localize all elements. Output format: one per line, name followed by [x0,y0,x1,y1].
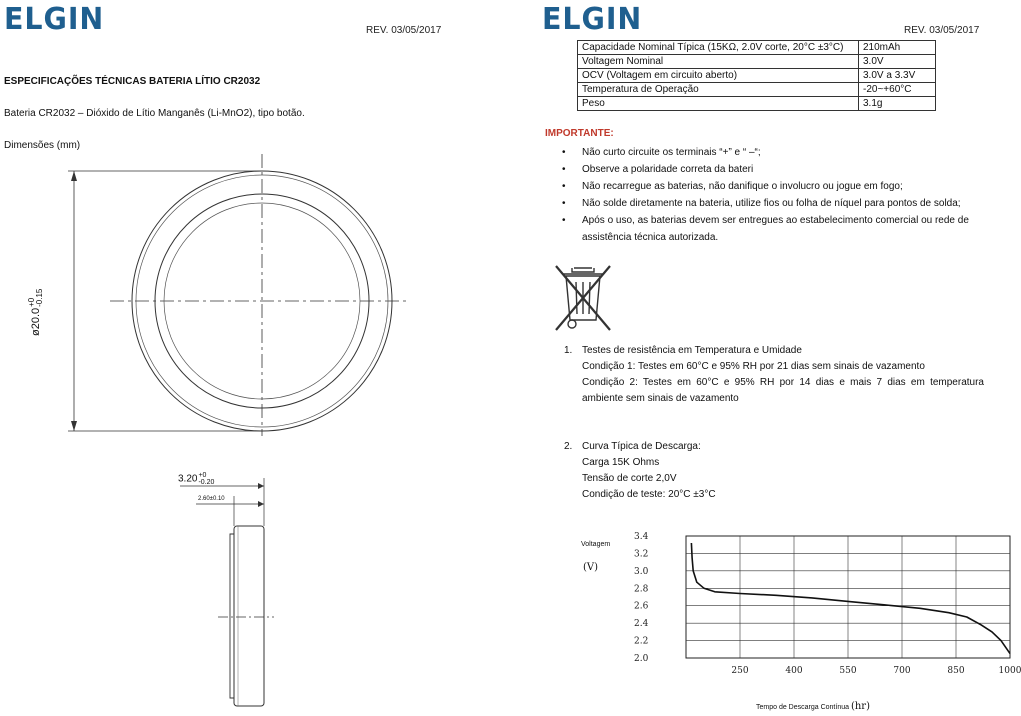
battery-side-view-drawing [170,470,280,716]
list-item: • Não curto circuite os terminais “+” e “ –“; [562,147,761,158]
spec-value: 3.1g [859,97,936,111]
discharge-load: Carga 15K Ohms [582,457,660,468]
table-row [578,83,936,97]
section-1-number: 1. [564,345,573,356]
chart-y-tick-label: 2.0 [634,654,649,664]
warnings-list [560,144,1000,246]
chart-x-tick-label: 400 [785,666,803,676]
chart-x-tick-label: 1000 [998,666,1021,676]
section-2-number: 2. [564,441,573,452]
diameter-tol-upper: +0 [27,297,36,307]
table-row [578,41,936,55]
elgin-logo-left: ELGIN [4,2,105,37]
thickness-dimension-label [178,472,214,486]
chart-y-tick-label: 2.2 [634,636,649,647]
chart-x-label-wrap [756,701,870,712]
chart-y-tick-label: 2.8 [634,584,649,595]
dimensions-label: Dimensões (mm) [4,140,81,151]
chart-x-tick-label: 700 [893,666,911,676]
thickness-tol-lower: -0.20 [198,479,215,486]
spec-value: 3.0V a 3.3V [859,69,936,83]
section-1-condition-2: Condição 2: Testes em 60°C e 95% RH por 14 dias e mais 7 dias em temperatura [582,377,984,388]
list-item: • Não solde diretamente na bateria, utilize fios ou folha de níquel para pontos de solda; [562,198,961,209]
list-item: • Observe a polaridade correta da bateri [562,164,754,175]
chart-y-tick-label: 2.6 [634,601,649,612]
elgin-logo-right: ELGIN [542,2,643,37]
specifications-table [577,40,936,111]
chart-x-label: Tempo de Descarga Contínua [756,704,849,711]
chart-y-tick-label: 2.4 [634,619,649,630]
thickness-tol-upper: +0 [198,472,207,479]
diameter-value: ø20.0 [29,307,42,336]
spec-param: Capacidade Nominal Típica (15KΩ, 2.0V corte, 20°C ±3°C) [578,41,859,55]
chart-series-line [691,543,1010,654]
spec-param: Temperatura de Operação [578,83,859,97]
diameter-dimension-label [28,289,44,336]
chart-y-label: Voltagem [581,541,611,548]
thickness-value: 3.20 [178,473,198,485]
section-2-heading: Curva Típica de Descarga: [582,441,701,452]
spec-param: OCV (Voltagem em circuito aberto) [578,69,859,83]
important-heading: IMPORTANTE: [545,128,614,139]
diameter-tol-lower: -0.15 [35,288,44,307]
table-row [578,55,936,69]
spec-param: Voltagem Nominal [578,55,859,69]
wheelie-bin-disposal-icon [552,262,614,336]
inner-thickness-label: 2.60±0.10 [198,496,225,502]
list-item: • Após o uso, as baterias devem ser entregues ao estabelecimento comercial ou rede de assistência técnica autorizada. [562,215,969,243]
chart-y-tick-label: 3.4 [634,532,649,542]
discharge-curve-chart [600,522,1021,680]
spec-value: 3.0V [859,55,936,69]
revision-date-left: REV. 03/05/2017 [366,25,442,36]
revision-date-right: REV. 03/05/2017 [904,25,980,36]
chart-x-tick-label: 250 [731,666,749,676]
discharge-condition: Condição de teste: 20°C ±3°C [582,489,716,500]
list-item: • Não recarregue as baterias, não danifique o involucro ou jogue em fogo; [562,181,903,192]
chart-x-tick-label: 850 [947,666,965,676]
chart-x-unit: (hr) [850,701,870,712]
spec-value: -20~+60°C [859,83,936,97]
battery-top-view-drawing [50,150,410,440]
chart-x-tick-label: 550 [839,666,857,676]
chart-y-tick-label: 3.2 [634,549,649,560]
section-1-condition-1: Condição 1: Testes em 60°C e 95% RH por 21 dias sem sinais de vazamento [582,361,925,372]
discharge-cutoff: Tensão de corte 2,0V [582,473,677,484]
chart-y-unit: (V) [583,562,599,573]
document-title: ESPECIFICAÇÕES TÉCNICAS BATERIA LÍTIO CR2032 [4,76,261,87]
battery-description: Bateria CR2032 – Dióxido de Lítio Manganês (Li-MnO2), tipo botão. [4,108,305,119]
warning-continuation: assistência técnica autorizada. [582,232,719,243]
table-row [578,69,936,83]
spec-param: Peso [578,97,859,111]
section-1-condition-2-cont: ambiente sem sinais de vazamento [582,393,739,404]
section-1-heading: Testes de resistência em Temperatura e Umidade [582,345,802,356]
chart-y-tick-label: 3.0 [634,566,649,577]
table-row [578,97,936,111]
spec-value: 210mAh [859,41,936,55]
